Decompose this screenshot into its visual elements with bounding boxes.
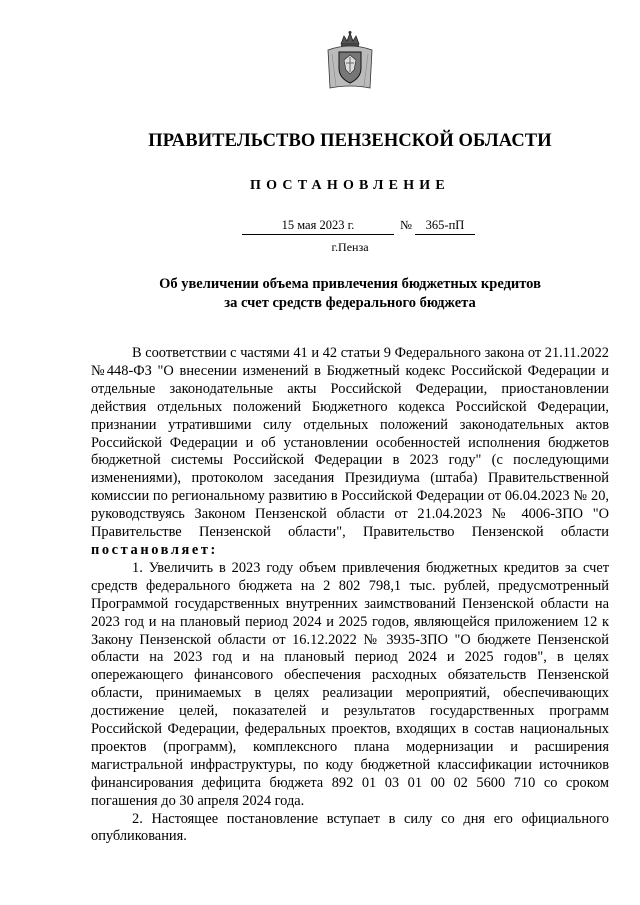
item-1-paragraph: 1. Увеличить в 2023 году объем привлечения бюджетных кредитов за счет средств федерального бюджета на 2 802 798,1 тыс. рублей, предусмотренный Программой государственных внутренних заимствований Пензенской области на 2023 год и на плановый период 2024 и 2025 годов, являющейся приложением 12 к Закону Пензенской области от 16.12.2022 № 3935-ЗПО "О бюджете Пензенской области на 2023 год и на плановый период 2024 и 2025 годов", в целях опережающего финансового обеспечения расходных обязательств Пензенской области, принимаемых в целях реализации мероприятий, обеспечивающих достижение целей, показателей и результатов государственных программ Российской Федерации, федеральных проектов, входящих в состав национальных проектов (программ), комплексного плана модернизации и расширения магистральной инфраструктуры, по коду бюджетной классификации источников финансирования дефицита бюджета 892 01 03 01 00 02 5600 710 со сроком погашения до 30 апреля 2024 года. [91, 559, 609, 809]
document-type: ПОСТАНОВЛЕНИЕ [250, 178, 450, 193]
preamble-paragraph [91, 345, 609, 560]
document-date: 15 мая 2023 г. [242, 218, 394, 235]
preamble-text: В соответствии с частями 41 и 42 статьи 9 Федерального закона от 21.11.2022 №448-ФЗ "О внесении изменений в Бюджетный кодекс Российской Федерации и отдельные законодательные акты Российской Федерации, приостановлении действия отдельных положений Бюджетного кодекса Российской Федерации, признании утратившими силу отдельных положений законодательных актов Российской Федерации и об установлении особенностей исполнения бюджетов бюджетной системы Российской Федерации в 2023 году" (с последующими изменениями), протоколом заседания Президиума (штаба) Правительственной комиссии по региональному развитию в Российской Федерации от 06.04.2023 № 20, руководствуясь Законом Пензенской области от 21.04.2023 № 4006-ЗПО "О Правительстве Пензенской области", Правительство Пензенской области [91, 345, 609, 541]
government-title: ПРАВИТЕЛЬСТВО ПЕНЗЕНСКОЙ ОБЛАСТИ [148, 131, 552, 151]
document-body [91, 345, 609, 846]
issue-city: г.Пенза [331, 240, 369, 254]
decree-word: постановляет: [91, 541, 218, 558]
item-2-paragraph: 2. Настоящее постановление вступает в силу со дня его официального опубликования. [91, 810, 609, 845]
document-subject [0, 275, 640, 313]
subject-line-2: за счет средств федерального бюджета [224, 295, 476, 311]
document-number: 365-пП [415, 218, 475, 235]
subject-line-1: Об увеличении объема привлечения бюджетных кредитов [159, 276, 541, 292]
number-sign: № [400, 218, 412, 232]
penza-region-coat-of-arms-icon [326, 30, 374, 90]
